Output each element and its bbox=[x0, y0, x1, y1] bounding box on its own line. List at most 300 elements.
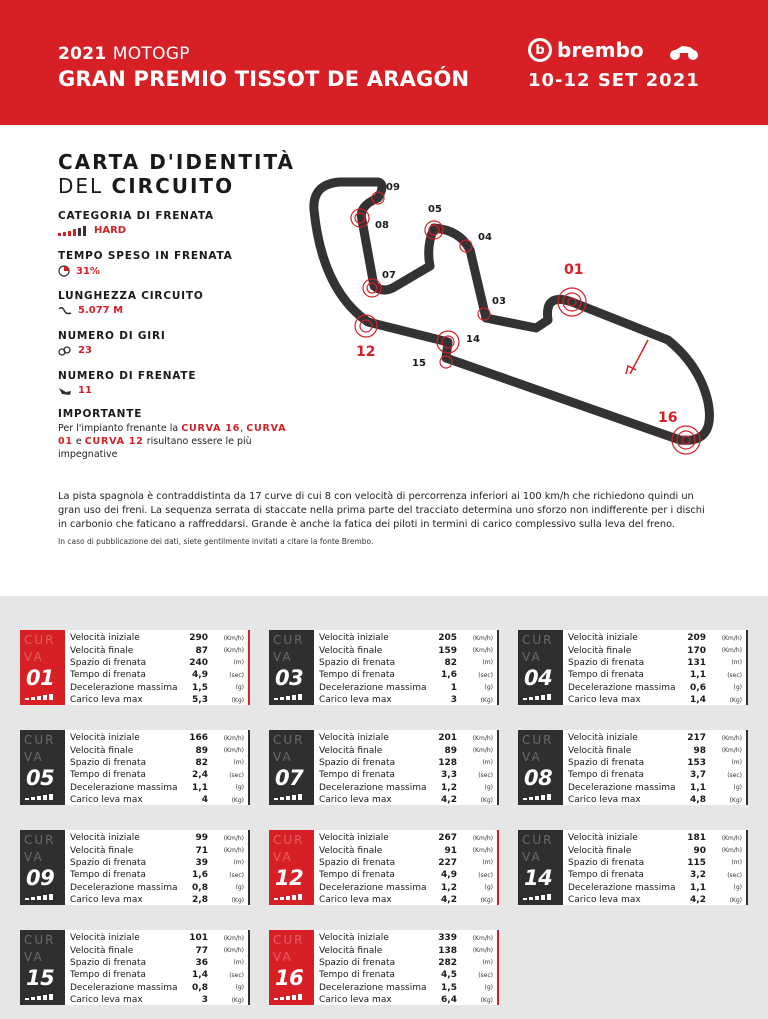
curve-card-03 bbox=[269, 630, 499, 705]
stat-unit: (Km/h) bbox=[472, 934, 493, 942]
stat-unit: (g) bbox=[484, 784, 493, 792]
stat-row bbox=[568, 644, 746, 656]
intensity-bars-icon bbox=[274, 794, 302, 800]
stat-label: Tempo di frenata bbox=[319, 970, 395, 981]
stat-row bbox=[70, 894, 248, 906]
stat-unit: (m) bbox=[233, 859, 244, 867]
stat-label: Carico leva max bbox=[70, 795, 143, 806]
stat-label: Velocità iniziale bbox=[319, 733, 389, 744]
curve-stats bbox=[314, 730, 499, 805]
stat-label: Decelerazione massima bbox=[568, 782, 676, 793]
stat-value: 4,2 bbox=[441, 895, 457, 906]
stat-value: 1,1 bbox=[690, 670, 706, 681]
stat-row bbox=[319, 682, 497, 694]
stat-label: Carico leva max bbox=[568, 795, 641, 806]
stat-unit: (g) bbox=[733, 784, 742, 792]
curve-stats bbox=[314, 930, 499, 1005]
curve-number: 04 bbox=[524, 666, 553, 690]
stat-unit: (g) bbox=[484, 984, 493, 992]
stat-unit: (Km/h) bbox=[472, 947, 493, 955]
stat-value: 131 bbox=[687, 657, 706, 668]
stat-unit: (sec) bbox=[478, 971, 493, 979]
curve-stats bbox=[65, 830, 250, 905]
stat-unit: (Kg) bbox=[231, 996, 244, 1004]
stat-row bbox=[70, 682, 248, 694]
laps-icon bbox=[58, 346, 72, 356]
curve-stats bbox=[563, 730, 748, 805]
stat-label: Tempo di frenata bbox=[70, 870, 146, 881]
curve-badge bbox=[20, 930, 65, 1005]
stat-label: Velocità iniziale bbox=[70, 933, 140, 944]
intensity-bars-icon bbox=[523, 794, 551, 800]
stat-label: Decelerazione massima bbox=[319, 682, 427, 693]
intensity-bars-icon bbox=[274, 894, 302, 900]
curve-badge bbox=[20, 830, 65, 905]
stat-unit: (m) bbox=[731, 859, 742, 867]
stat-row bbox=[568, 669, 746, 681]
stat-value: 153 bbox=[687, 757, 706, 768]
stat-row bbox=[70, 782, 248, 794]
stat-row bbox=[568, 857, 746, 869]
stat-label: Velocità finale bbox=[319, 745, 383, 756]
stat-unit: (Km/h) bbox=[721, 834, 742, 842]
intensity-bars-icon bbox=[25, 794, 53, 800]
intensity-bars-icon bbox=[523, 694, 551, 700]
stat-value: 0,8 bbox=[192, 982, 208, 993]
svg-text:09: 09 bbox=[386, 182, 400, 193]
curve-badge bbox=[518, 830, 563, 905]
stat-unit: (Km/h) bbox=[721, 634, 742, 642]
stat-row bbox=[70, 732, 248, 744]
stat-row bbox=[70, 794, 248, 806]
stat-row bbox=[70, 982, 248, 994]
stat-label: Tempo di frenata bbox=[568, 770, 644, 781]
stat-unit: (g) bbox=[235, 884, 244, 892]
stat-row bbox=[70, 769, 248, 781]
stat-value: 36 bbox=[195, 957, 208, 968]
stat-value: 4,9 bbox=[441, 870, 457, 881]
stat-value: 1,4 bbox=[192, 970, 208, 981]
stat-label: Velocità iniziale bbox=[70, 833, 140, 844]
stat-unit: (Km/h) bbox=[472, 647, 493, 655]
stat-label: Decelerazione massima bbox=[70, 782, 178, 793]
stat-value: 3,2 bbox=[690, 870, 706, 881]
stat-value: 170 bbox=[687, 645, 706, 656]
svg-text:01: 01 bbox=[564, 262, 584, 278]
stat-row bbox=[568, 682, 746, 694]
stat-value: 87 bbox=[195, 645, 208, 656]
curve-stats bbox=[563, 830, 748, 905]
stat-row bbox=[319, 994, 497, 1006]
stat-row bbox=[568, 832, 746, 844]
stat-value: 1,5 bbox=[192, 682, 208, 693]
stat-unit: (Km/h) bbox=[472, 634, 493, 642]
stat-row bbox=[70, 757, 248, 769]
stat-row bbox=[319, 982, 497, 994]
stat-value: 90 bbox=[693, 845, 706, 856]
motorbike-icon bbox=[668, 42, 700, 62]
stat-row bbox=[319, 732, 497, 744]
curve-badge bbox=[518, 730, 563, 805]
stat-value: 159 bbox=[438, 645, 457, 656]
stat-row bbox=[70, 694, 248, 706]
curve-badge bbox=[518, 630, 563, 705]
stat-unit: (Kg) bbox=[231, 796, 244, 804]
stat-label: Velocità finale bbox=[319, 845, 383, 856]
stat-unit: (g) bbox=[733, 884, 742, 892]
event-dates: 10-12 SET 2021 bbox=[528, 70, 700, 91]
stat-unit: (m) bbox=[233, 759, 244, 767]
stat-unit: (g) bbox=[484, 684, 493, 692]
stat-unit: (Kg) bbox=[480, 996, 493, 1004]
stat-label: Spazio di frenata bbox=[568, 657, 645, 668]
stat-row bbox=[568, 794, 746, 806]
stat-label: Velocità iniziale bbox=[70, 633, 140, 644]
stat-value: 339 bbox=[438, 933, 457, 944]
intensity-bars-icon bbox=[25, 994, 53, 1000]
stat-value: 0,6 bbox=[690, 682, 706, 693]
stat-unit: (Kg) bbox=[729, 896, 742, 904]
stat-value: 1,5 bbox=[441, 982, 457, 993]
stat-row bbox=[568, 882, 746, 894]
stat-row bbox=[319, 769, 497, 781]
stat-row bbox=[568, 694, 746, 706]
stat-value: 4,5 bbox=[441, 970, 457, 981]
stat-value: 82 bbox=[195, 757, 208, 768]
stat-unit: (sec) bbox=[727, 771, 742, 779]
curve-number: 05 bbox=[26, 766, 55, 790]
stat-row bbox=[319, 782, 497, 794]
stat-unit: (m) bbox=[731, 659, 742, 667]
curve-card-12 bbox=[269, 830, 499, 905]
stat-value: 240 bbox=[189, 657, 208, 668]
stat-unit: (Km/h) bbox=[721, 747, 742, 755]
stat-value: 1,6 bbox=[441, 670, 457, 681]
stat-label: Spazio di frenata bbox=[319, 857, 396, 868]
stat-row bbox=[70, 944, 248, 956]
stat-row bbox=[319, 794, 497, 806]
curve-number: 07 bbox=[275, 766, 304, 790]
circuit-map bbox=[300, 170, 740, 470]
curve-badge bbox=[20, 730, 65, 805]
season-title: 2021 MOTOGP bbox=[58, 44, 190, 64]
curve-stats bbox=[563, 630, 748, 705]
curve-badge bbox=[269, 630, 314, 705]
svg-text:15: 15 bbox=[412, 358, 426, 369]
curve-word: CUR VA bbox=[273, 933, 305, 964]
stat-row bbox=[70, 669, 248, 681]
stat-value: 77 bbox=[195, 945, 208, 956]
curve-word: CUR VA bbox=[24, 633, 56, 664]
stat-label: Velocità finale bbox=[70, 945, 134, 956]
stat-row bbox=[319, 757, 497, 769]
stat-value: 3,3 bbox=[441, 770, 457, 781]
stat-label: Decelerazione massima bbox=[568, 682, 676, 693]
intensity-bars-icon bbox=[523, 894, 551, 900]
curve-card-05 bbox=[20, 730, 250, 805]
stat-value: 71 bbox=[195, 845, 208, 856]
stat-value: 138 bbox=[438, 945, 457, 956]
stat-row bbox=[70, 969, 248, 981]
stat-value: 205 bbox=[438, 633, 457, 644]
curve-word: CUR VA bbox=[522, 833, 554, 864]
stat-label: Decelerazione massima bbox=[568, 882, 676, 893]
curve-card-01 bbox=[20, 630, 250, 705]
stat-row bbox=[568, 757, 746, 769]
stat-unit: (Km/h) bbox=[472, 747, 493, 755]
curve-number: 03 bbox=[275, 666, 304, 690]
stat-value: 290 bbox=[189, 633, 208, 644]
track-icon bbox=[58, 306, 72, 316]
stat-label: Decelerazione massima bbox=[70, 882, 178, 893]
curve-word: CUR VA bbox=[522, 633, 554, 664]
stat-value: 4,2 bbox=[690, 895, 706, 906]
stat-row bbox=[568, 744, 746, 756]
stat-unit: (sec) bbox=[229, 671, 244, 679]
stat-unit: (Km/h) bbox=[721, 734, 742, 742]
curve-number: 08 bbox=[524, 766, 553, 790]
stat-value: 2,4 bbox=[192, 770, 208, 781]
stat-label: Spazio di frenata bbox=[70, 757, 147, 768]
curve-stats bbox=[65, 930, 250, 1005]
stat-unit: (Km/h) bbox=[223, 747, 244, 755]
curve-word: CUR VA bbox=[273, 833, 305, 864]
brembo-logo: b brembo bbox=[528, 38, 644, 62]
svg-text:16: 16 bbox=[658, 410, 678, 426]
curve-number: 14 bbox=[524, 866, 553, 890]
stat-value: 39 bbox=[195, 857, 208, 868]
stat-unit: (Km/h) bbox=[223, 947, 244, 955]
stat-value: 89 bbox=[195, 745, 208, 756]
curve-card-16 bbox=[269, 930, 499, 1005]
stat-unit: (sec) bbox=[478, 771, 493, 779]
stat-row bbox=[319, 744, 497, 756]
stat-row bbox=[319, 632, 497, 644]
stat-row bbox=[70, 994, 248, 1006]
stat-label: Velocità finale bbox=[568, 845, 632, 856]
stat-label: Spazio di frenata bbox=[319, 957, 396, 968]
source-note: In caso di pubblicazione dei dati, siete gentilmente invitati a citare la fonte Brembo. bbox=[58, 537, 374, 546]
stat-value: 227 bbox=[438, 857, 457, 868]
curve-number: 12 bbox=[275, 866, 304, 890]
stat-circuit-length: LUNGHEZZA CIRCUITO 5.077 M bbox=[58, 290, 204, 316]
curve-badge bbox=[269, 930, 314, 1005]
stat-value: 282 bbox=[438, 957, 457, 968]
card-subtitle: DEL CIRCUITO bbox=[58, 174, 235, 198]
stat-label: Spazio di frenata bbox=[568, 757, 645, 768]
stat-row bbox=[70, 744, 248, 756]
stat-row bbox=[319, 894, 497, 906]
stat-label: Decelerazione massima bbox=[319, 782, 427, 793]
stat-value: 1,1 bbox=[690, 882, 706, 893]
stat-value: 89 bbox=[444, 745, 457, 756]
card-title: CARTA D'IDENTITÀ bbox=[58, 150, 296, 174]
stat-row bbox=[319, 882, 497, 894]
stat-value: 1,2 bbox=[441, 882, 457, 893]
stat-value: 128 bbox=[438, 757, 457, 768]
stat-label: Tempo di frenata bbox=[568, 670, 644, 681]
stat-row bbox=[319, 669, 497, 681]
stat-value: 3,7 bbox=[690, 770, 706, 781]
stat-row bbox=[70, 657, 248, 669]
curve-word: CUR VA bbox=[24, 833, 56, 864]
curve-stats bbox=[65, 630, 250, 705]
stat-value: 166 bbox=[189, 733, 208, 744]
stat-unit: (Km/h) bbox=[472, 834, 493, 842]
stat-label: Velocità iniziale bbox=[568, 733, 638, 744]
stat-unit: (sec) bbox=[229, 871, 244, 879]
stat-row bbox=[70, 957, 248, 969]
stat-label: Velocità finale bbox=[70, 745, 134, 756]
stat-label: Carico leva max bbox=[70, 995, 143, 1006]
stat-row bbox=[319, 694, 497, 706]
stat-label: Tempo di frenata bbox=[70, 770, 146, 781]
stat-row bbox=[568, 632, 746, 644]
stat-unit: (Km/h) bbox=[223, 734, 244, 742]
curve-card-07 bbox=[269, 730, 499, 805]
svg-text:12: 12 bbox=[356, 344, 376, 360]
stat-unit: (Km/h) bbox=[223, 847, 244, 855]
stat-label: Velocità iniziale bbox=[568, 633, 638, 644]
stat-unit: (Km/h) bbox=[223, 934, 244, 942]
curve-stats bbox=[65, 730, 250, 805]
stat-unit: (Kg) bbox=[480, 896, 493, 904]
stat-value: 101 bbox=[189, 933, 208, 944]
curve-number: 15 bbox=[26, 966, 55, 990]
stat-value: 181 bbox=[687, 833, 706, 844]
stat-value: 6,4 bbox=[441, 995, 457, 1006]
stat-unit: (m) bbox=[482, 859, 493, 867]
stat-label: Spazio di frenata bbox=[319, 757, 396, 768]
stat-label: Carico leva max bbox=[319, 695, 392, 706]
stat-row bbox=[319, 657, 497, 669]
stat-unit: (Km/h) bbox=[472, 734, 493, 742]
stat-value: 3 bbox=[450, 695, 457, 706]
stat-value: 91 bbox=[444, 845, 457, 856]
curve-word: CUR VA bbox=[522, 733, 554, 764]
curve-number: 01 bbox=[26, 666, 55, 690]
stat-label: Tempo di frenata bbox=[568, 870, 644, 881]
stat-row bbox=[319, 957, 497, 969]
stat-row bbox=[70, 644, 248, 656]
stat-value: 267 bbox=[438, 833, 457, 844]
svg-text:03: 03 bbox=[492, 296, 506, 307]
stat-unit: (sec) bbox=[229, 771, 244, 779]
stat-row bbox=[70, 932, 248, 944]
stat-label: Tempo di frenata bbox=[70, 970, 146, 981]
stat-label: Velocità finale bbox=[319, 645, 383, 656]
stat-label: Velocità finale bbox=[70, 645, 134, 656]
stat-label: Spazio di frenata bbox=[70, 857, 147, 868]
stat-unit: (sec) bbox=[727, 671, 742, 679]
curve-number: 09 bbox=[26, 866, 55, 890]
stat-value: 4 bbox=[201, 795, 208, 806]
stat-label: Velocità iniziale bbox=[319, 833, 389, 844]
stat-value: 1 bbox=[450, 682, 457, 693]
stat-value: 5,3 bbox=[192, 695, 208, 706]
stat-label: Velocità finale bbox=[70, 845, 134, 856]
stat-unit: (Km/h) bbox=[223, 634, 244, 642]
curve-word: CUR VA bbox=[273, 733, 305, 764]
stat-label: Velocità finale bbox=[319, 945, 383, 956]
stat-unit: (sec) bbox=[229, 971, 244, 979]
stat-unit: (Kg) bbox=[480, 696, 493, 704]
stat-label: Spazio di frenata bbox=[319, 657, 396, 668]
stat-value: 98 bbox=[693, 745, 706, 756]
stat-label: Tempo di frenata bbox=[319, 670, 395, 681]
stat-value: 1,4 bbox=[690, 695, 706, 706]
svg-text:07: 07 bbox=[382, 270, 396, 281]
stat-label: Tempo di frenata bbox=[319, 870, 395, 881]
stat-value: 4,9 bbox=[192, 670, 208, 681]
stat-row bbox=[568, 869, 746, 881]
stat-unit: (g) bbox=[235, 984, 244, 992]
stat-laps: NUMERO DI GIRI 23 bbox=[58, 330, 166, 356]
stat-row bbox=[70, 844, 248, 856]
stat-label: Velocità iniziale bbox=[319, 633, 389, 644]
stat-unit: (Kg) bbox=[480, 796, 493, 804]
stat-row bbox=[568, 894, 746, 906]
stat-unit: (Kg) bbox=[729, 696, 742, 704]
stat-label: Tempo di frenata bbox=[70, 670, 146, 681]
stat-row bbox=[70, 632, 248, 644]
curve-word: CUR VA bbox=[273, 633, 305, 664]
stat-row bbox=[568, 769, 746, 781]
stat-label: Carico leva max bbox=[568, 895, 641, 906]
intensity-bars-icon bbox=[274, 994, 302, 1000]
stat-unit: (m) bbox=[233, 659, 244, 667]
stat-unit: (m) bbox=[482, 759, 493, 767]
stat-unit: (m) bbox=[731, 759, 742, 767]
stat-unit: (g) bbox=[733, 684, 742, 692]
stat-label: Velocità iniziale bbox=[70, 733, 140, 744]
stat-row bbox=[319, 832, 497, 844]
stat-value: 1,6 bbox=[192, 870, 208, 881]
stat-value: 115 bbox=[687, 857, 706, 868]
stat-row bbox=[70, 832, 248, 844]
stat-row bbox=[319, 932, 497, 944]
stat-braking-category: CATEGORIA DI FRENATA HARD bbox=[58, 210, 214, 236]
stat-label: Carico leva max bbox=[568, 695, 641, 706]
stat-unit: (Kg) bbox=[729, 796, 742, 804]
intensity-bars-icon bbox=[25, 894, 53, 900]
gp-title: GRAN PREMIO TISSOT DE ARAGÓN bbox=[58, 67, 470, 91]
curve-card-15 bbox=[20, 930, 250, 1005]
stat-unit: (g) bbox=[235, 784, 244, 792]
stat-unit: (Kg) bbox=[231, 696, 244, 704]
stat-unit: (m) bbox=[482, 959, 493, 967]
stat-value: 1,2 bbox=[441, 782, 457, 793]
braking-level-icon bbox=[58, 226, 88, 236]
curve-badge bbox=[20, 630, 65, 705]
svg-text:14: 14 bbox=[466, 334, 480, 345]
stat-value: 2,8 bbox=[192, 895, 208, 906]
stat-unit: (g) bbox=[484, 884, 493, 892]
curve-card-08 bbox=[518, 730, 748, 805]
stat-label: Decelerazione massima bbox=[70, 982, 178, 993]
curve-card-14 bbox=[518, 830, 748, 905]
stat-label: Tempo di frenata bbox=[319, 770, 395, 781]
stat-unit: (sec) bbox=[478, 671, 493, 679]
stat-value: 1,1 bbox=[690, 782, 706, 793]
stat-unit: (sec) bbox=[478, 871, 493, 879]
stat-unit: (Km/h) bbox=[721, 847, 742, 855]
curve-badge bbox=[269, 730, 314, 805]
stat-row bbox=[319, 844, 497, 856]
stat-unit: (Km/h) bbox=[223, 834, 244, 842]
stat-label: Carico leva max bbox=[70, 895, 143, 906]
stat-braking-count: NUMERO DI FRENATE 11 bbox=[58, 370, 197, 396]
